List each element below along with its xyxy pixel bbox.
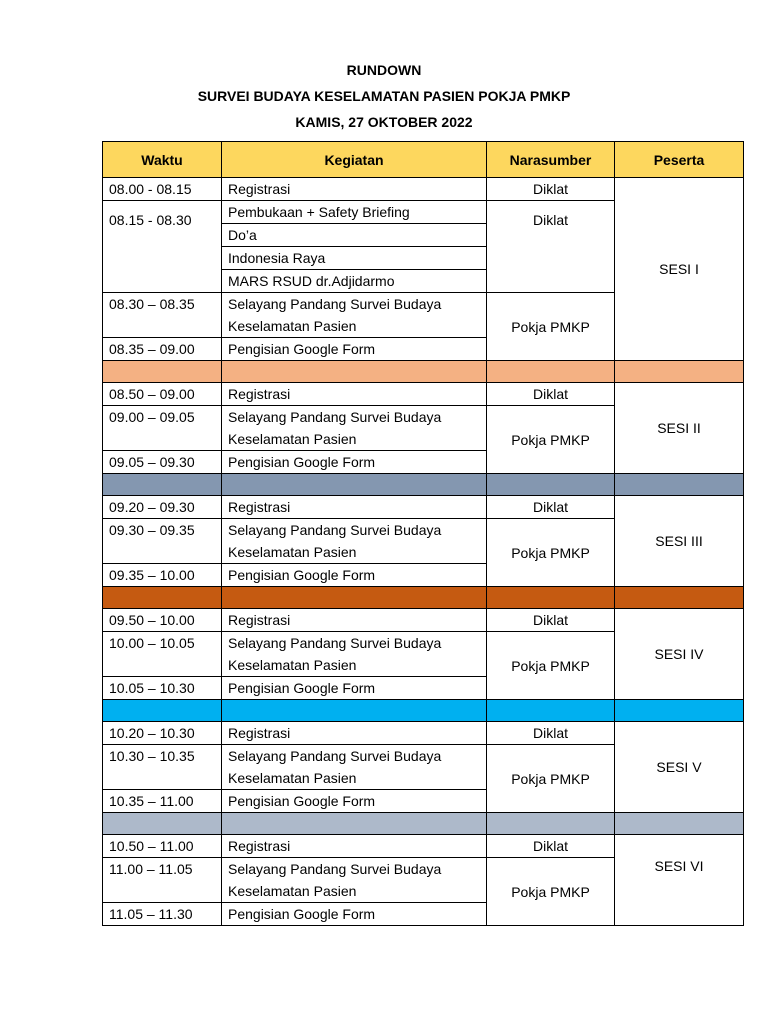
activity-cell: Registrasi: [222, 496, 487, 519]
header-narasumber: Narasumber: [487, 142, 615, 178]
header-waktu: Waktu: [103, 142, 222, 178]
time-cell: 10.00 – 10.05: [103, 632, 222, 677]
activity-cell: Pengisian Google Form: [222, 790, 487, 813]
activity-cell: Keselamatan Pasien: [222, 315, 487, 338]
time-cell: 09.05 – 09.30: [103, 451, 222, 474]
time-cell: 08.15 - 08.30: [103, 201, 222, 293]
speaker-cell: Diklat: [487, 722, 615, 745]
speaker-cell: Pokja PMKP: [487, 745, 615, 813]
activity-cell: Pengisian Google Form: [222, 564, 487, 587]
time-cell: 08.35 – 09.00: [103, 338, 222, 361]
activity-cell: Registrasi: [222, 835, 487, 858]
activity-cell: Pengisian Google Form: [222, 903, 487, 926]
activity-cell: Keselamatan Pasien: [222, 428, 487, 451]
separator-row: [103, 361, 744, 383]
separator-row: [103, 474, 744, 496]
speaker-cell: Diklat: [487, 496, 615, 519]
table-row: [103, 722, 744, 745]
time-cell: 08.50 – 09.00: [103, 383, 222, 406]
participant-cell: SESI III: [615, 496, 744, 587]
separator-row: [103, 587, 744, 609]
speaker-cell: Diklat: [487, 178, 615, 201]
time-cell: 11.00 – 11.05: [103, 858, 222, 903]
activity-cell: Selayang Pandang Survei Budaya: [222, 406, 487, 429]
time-cell: 10.30 – 10.35: [103, 745, 222, 790]
participant-cell: SESI VI: [615, 835, 744, 926]
activity-cell: Selayang Pandang Survei Budaya: [222, 745, 487, 768]
activity-cell: Pembukaan + Safety Briefing: [222, 201, 487, 224]
document-subtitle: SURVEI BUDAYA KESELAMATAN PASIEN POKJA PMKP: [197, 88, 571, 104]
time-cell: 09.00 – 09.05: [103, 406, 222, 451]
table-row: [103, 383, 744, 406]
header-peserta: Peserta: [615, 142, 744, 178]
time-cell: 10.35 – 11.00: [103, 790, 222, 813]
time-cell: 09.50 – 10.00: [103, 609, 222, 632]
speaker-cell: Diklat: [487, 383, 615, 406]
activity-cell: MARS RSUD dr.Adjidarmo: [222, 270, 487, 293]
speaker-cell: Pokja PMKP: [487, 519, 615, 587]
activity-cell: Keselamatan Pasien: [222, 541, 487, 564]
table-row: [103, 496, 744, 519]
activity-cell: Registrasi: [222, 609, 487, 632]
activity-cell: Keselamatan Pasien: [222, 880, 487, 903]
time-cell: 09.35 – 10.00: [103, 564, 222, 587]
rundown-table: [102, 141, 744, 926]
document-date: KAMIS, 27 OKTOBER 2022: [295, 114, 473, 130]
header-kegiatan: Kegiatan: [222, 142, 487, 178]
activity-cell: Selayang Pandang Survei Budaya: [222, 632, 487, 655]
activity-cell: Pengisian Google Form: [222, 451, 487, 474]
activity-cell: Registrasi: [222, 178, 487, 201]
speaker-cell: Diklat: [487, 201, 615, 293]
activity-cell: Registrasi: [222, 383, 487, 406]
activity-cell: Selayang Pandang Survei Budaya: [222, 858, 487, 881]
activity-cell: Selayang Pandang Survei Budaya: [222, 293, 487, 316]
speaker-cell: Diklat: [487, 609, 615, 632]
time-cell: 11.05 – 11.30: [103, 903, 222, 926]
speaker-cell: Pokja PMKP: [487, 293, 615, 361]
time-cell: 09.20 – 09.30: [103, 496, 222, 519]
time-cell: 09.30 – 09.35: [103, 519, 222, 564]
table-header-row: [103, 142, 744, 178]
table-row: [103, 835, 744, 858]
participant-cell: SESI V: [615, 722, 744, 813]
activity-cell: Keselamatan Pasien: [222, 654, 487, 677]
participant-cell: SESI I: [615, 178, 744, 361]
activity-cell: Selayang Pandang Survei Budaya: [222, 519, 487, 542]
speaker-cell: Pokja PMKP: [487, 632, 615, 700]
speaker-cell: Diklat: [487, 835, 615, 858]
participant-cell: SESI IV: [615, 609, 744, 700]
time-cell: 08.00 - 08.15: [103, 178, 222, 201]
table-row: [103, 178, 744, 201]
time-cell: 08.30 – 08.35: [103, 293, 222, 338]
separator-row: [103, 700, 744, 722]
activity-cell: Keselamatan Pasien: [222, 767, 487, 790]
document-title: RUNDOWN: [346, 62, 422, 78]
time-cell: 10.05 – 10.30: [103, 677, 222, 700]
activity-cell: Do’a: [222, 224, 487, 247]
speaker-cell: Pokja PMKP: [487, 406, 615, 474]
time-cell: 10.20 – 10.30: [103, 722, 222, 745]
activity-cell: Pengisian Google Form: [222, 338, 487, 361]
activity-cell: Pengisian Google Form: [222, 677, 487, 700]
separator-row: [103, 813, 744, 835]
time-cell: 10.50 – 11.00: [103, 835, 222, 858]
activity-cell: Indonesia Raya: [222, 247, 487, 270]
table-row: [103, 609, 744, 632]
speaker-cell: Pokja PMKP: [487, 858, 615, 926]
participant-cell: SESI II: [615, 383, 744, 474]
activity-cell: Registrasi: [222, 722, 487, 745]
